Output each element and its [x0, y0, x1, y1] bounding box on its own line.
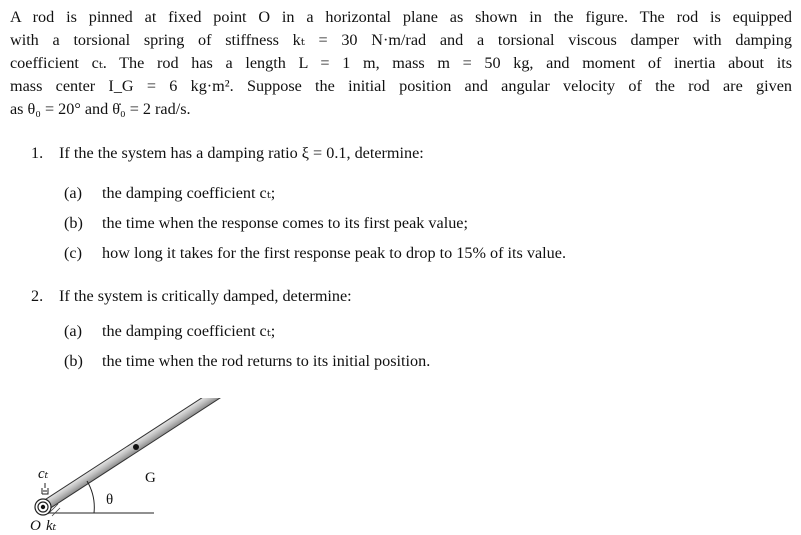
- question-1: [31, 143, 424, 163]
- part-text: the damping coefficient cₜ;: [102, 322, 276, 340]
- question-1-part-a: [64, 183, 275, 203]
- question-1-part-c: [64, 243, 566, 263]
- part-text: how long it takes for the first response peak to drop to 15% of its value.: [102, 244, 566, 262]
- part-label: (a): [64, 322, 82, 340]
- mass-center-label: G: [145, 470, 156, 486]
- rod-diagram: [30, 398, 270, 535]
- part-label: (a): [64, 184, 82, 202]
- question-text: If the the system has a damping ratio ξ = 0.1, determine:: [59, 144, 424, 162]
- question-number: 1.: [31, 144, 44, 162]
- part-text: the damping coefficient cₜ;: [102, 184, 276, 202]
- question-2-part-a: [64, 321, 275, 341]
- statement-line: coefficient cₜ. The rod has a length L = 1 m, mass m = 50 kg, and moment of inertia about its: [10, 54, 792, 72]
- mass-center-dot: [133, 444, 139, 450]
- part-label: (c): [64, 244, 82, 262]
- question-text: If the system is critically damped, determine:: [59, 287, 352, 305]
- statement-line: mass center I_G = 6 kg·m². Suppose the initial position and angular velocity of the rod are given: [10, 77, 792, 95]
- part-text: the time when the response comes to its first peak value;: [102, 214, 468, 232]
- part-label: (b): [64, 214, 83, 232]
- spring-label: kₜ: [46, 518, 57, 534]
- statement-line: A rod is pinned at fixed point O in a horizontal plane as shown in the figure. The rod is equipped: [10, 8, 792, 26]
- torsional-spring: [35, 499, 51, 515]
- question-2-part-b: [64, 351, 430, 371]
- statement-line: as θ₀ = 20° and θ̇₀ = 2 rad/s.: [10, 100, 191, 118]
- rod: [40, 398, 228, 511]
- rod-figure: [30, 398, 270, 535]
- part-text: the time when the rod returns to its initial position.: [102, 352, 431, 370]
- question-1-part-b: [64, 213, 468, 233]
- damper-symbol: [42, 483, 48, 494]
- angle-label: θ: [106, 492, 114, 508]
- question-number: 2.: [31, 287, 44, 305]
- statement-line: with a torsional spring of stiffness kₜ = 30 N·m/rad and a torsional viscous damper with damping: [10, 31, 792, 49]
- pivot-label: O: [30, 518, 41, 534]
- problem-statement: [10, 6, 792, 121]
- angle-arc: [87, 481, 94, 513]
- part-label: (b): [64, 352, 83, 370]
- damper-label: cₜ: [38, 466, 49, 482]
- question-2: [31, 286, 352, 306]
